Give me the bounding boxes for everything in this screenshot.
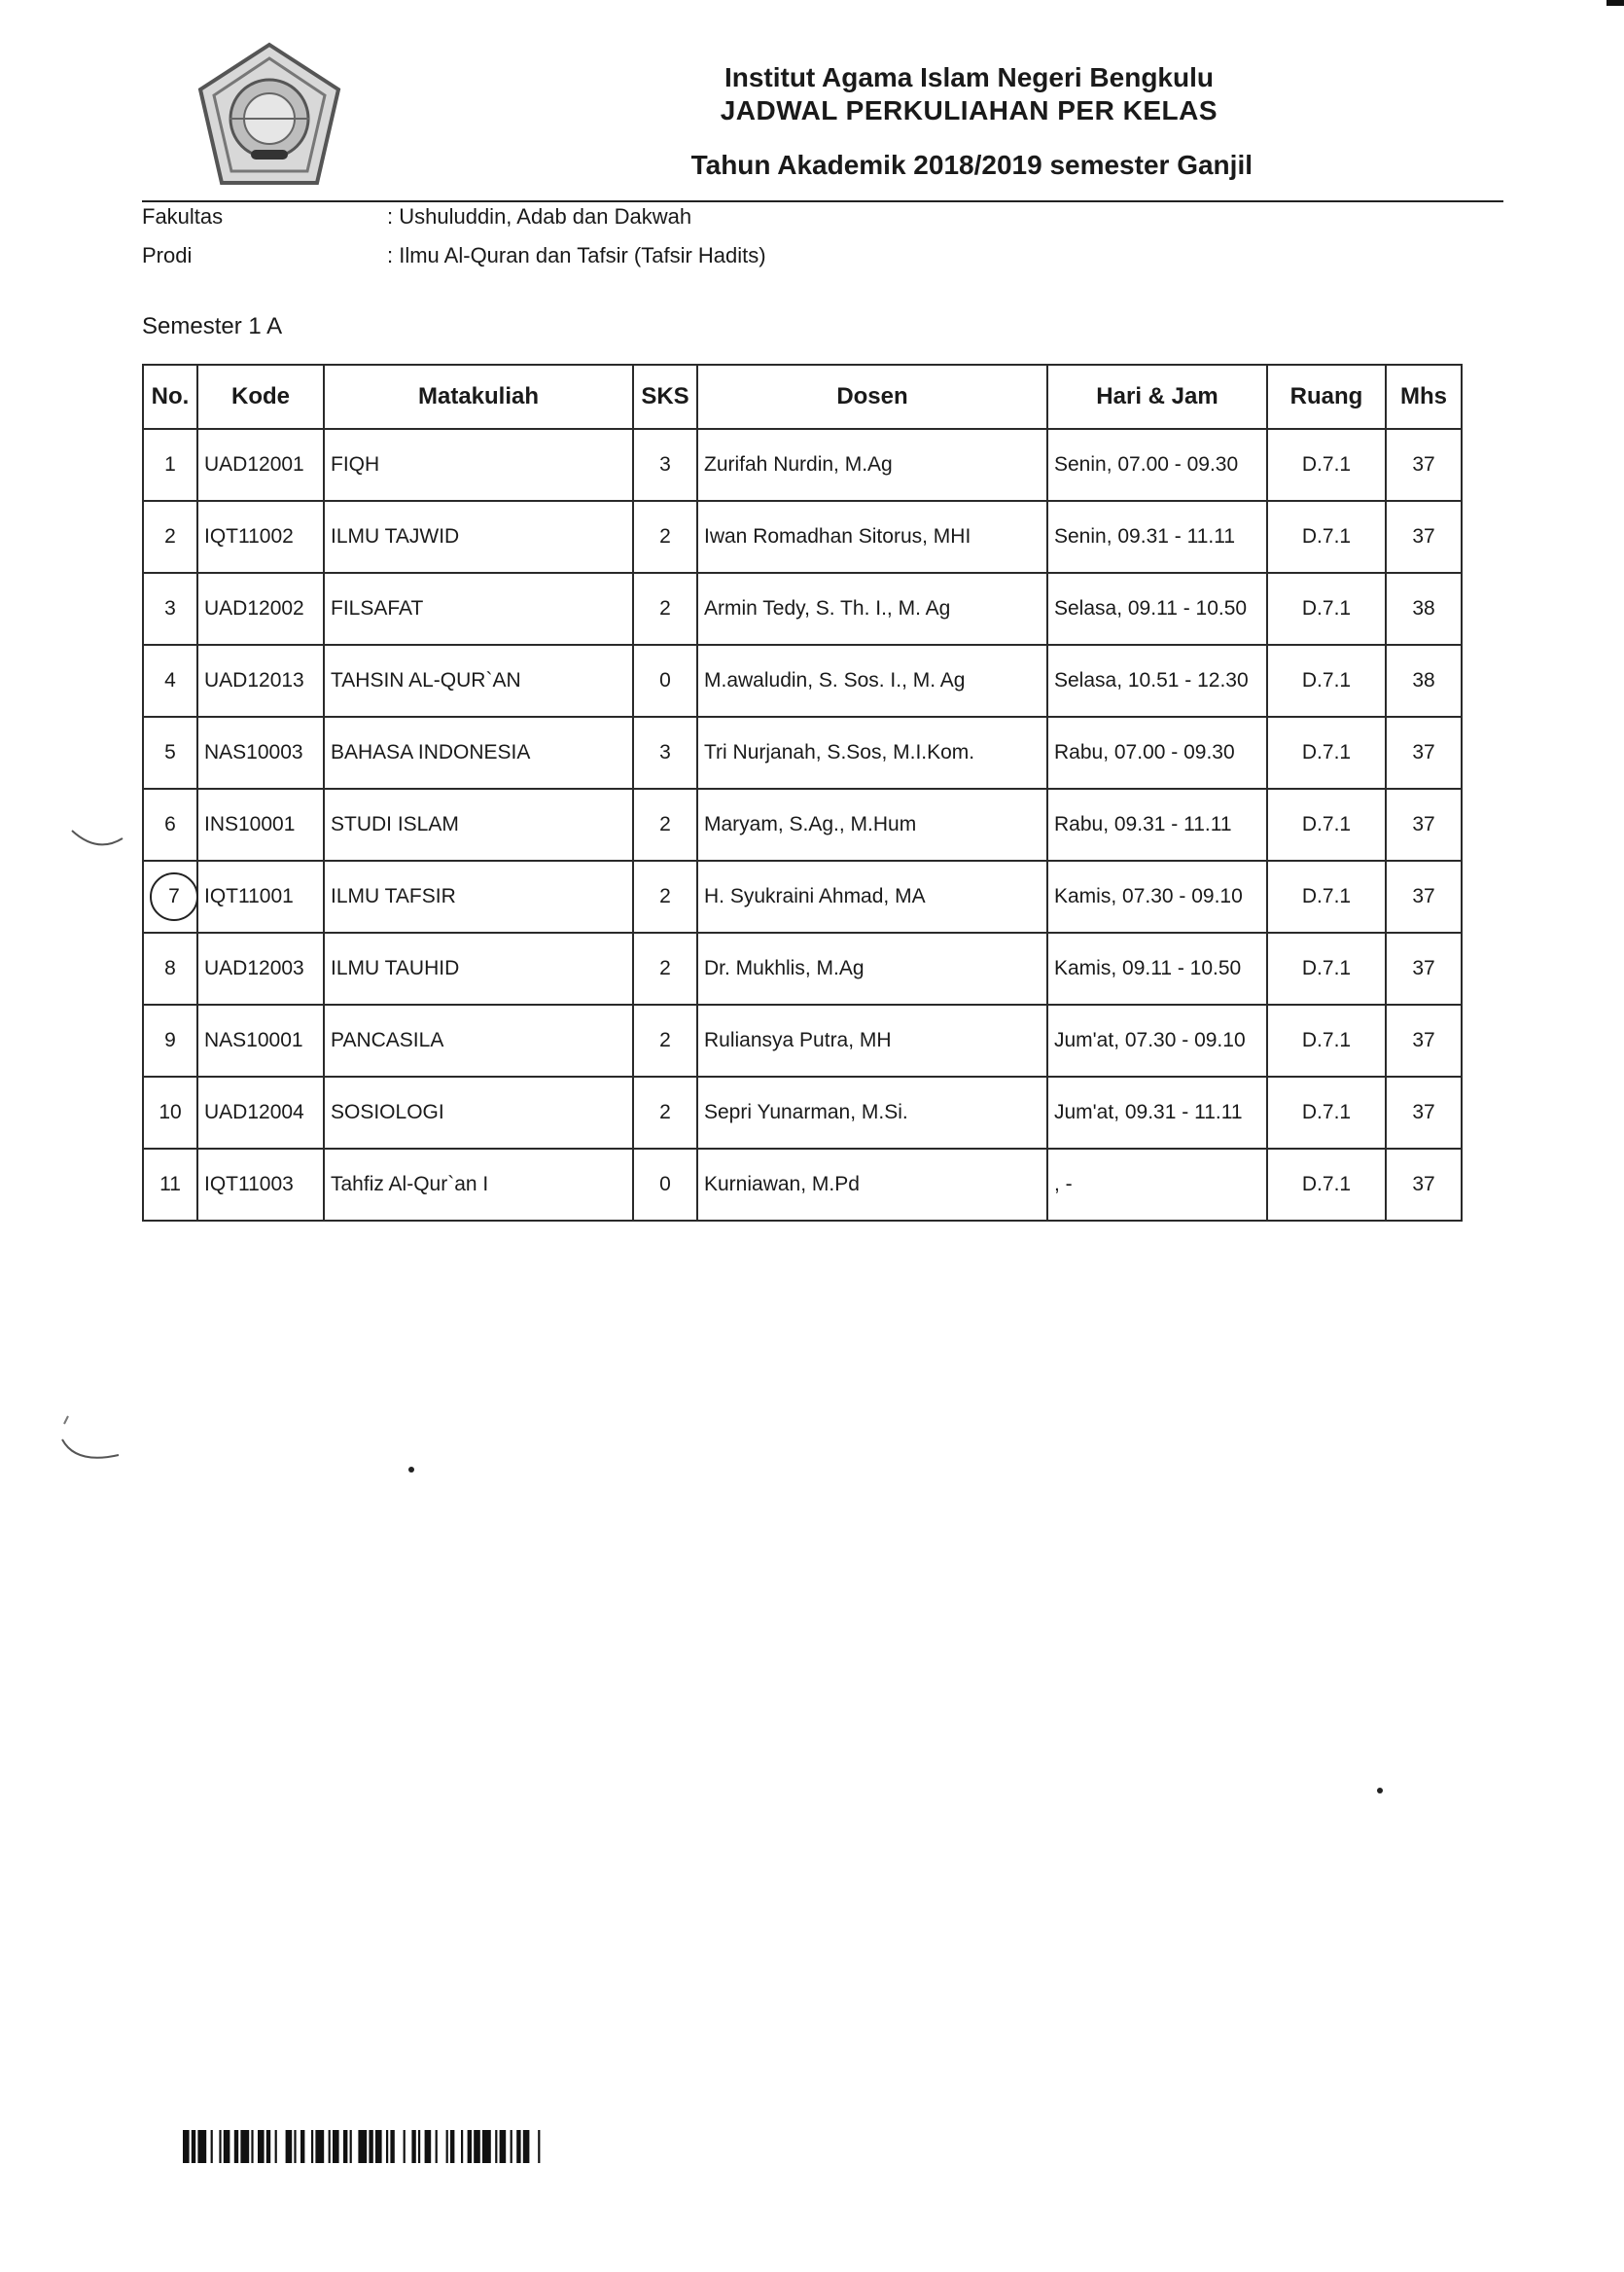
table-row [143, 789, 1462, 861]
cell-ruang: D.7.1 [1267, 933, 1386, 1005]
cell-dosen: Armin Tedy, S. Th. I., M. Ag [697, 573, 1047, 645]
cell-kode: NAS10003 [197, 717, 324, 789]
cell-sks: 0 [633, 645, 697, 717]
cell-mhs: 37 [1386, 717, 1462, 789]
cell-mhs: 37 [1386, 1005, 1462, 1077]
cell-hari-jam: , - [1047, 1149, 1267, 1221]
cell-matakuliah: TAHSIN AL-QUR`AN [324, 645, 633, 717]
cell-dosen: Iwan Romadhan Sitorus, MHI [697, 501, 1047, 573]
cell-hari-jam: Selasa, 10.51 - 12.30 [1047, 645, 1267, 717]
schedule-table [142, 364, 1463, 1222]
cell-no [143, 861, 197, 933]
academic-year: Tahun Akademik 2018/2019 semester Ganjil [690, 150, 1253, 180]
program-label: Prodi [142, 243, 193, 267]
cell-ruang: D.7.1 [1267, 1077, 1386, 1149]
circled-number: 7 [150, 872, 198, 921]
cell-dosen: Ruliansya Putra, MH [697, 1005, 1047, 1077]
table-row [143, 1005, 1462, 1077]
cell-hari-jam: Rabu, 09.31 - 11.11 [1047, 789, 1267, 861]
cell-mhs: 37 [1386, 1077, 1462, 1149]
cell-kode: IQT11002 [197, 501, 324, 573]
cell-hari-jam: Rabu, 07.00 - 09.30 [1047, 717, 1267, 789]
cell-sks: 2 [633, 861, 697, 933]
scan-edge-mark [1606, 0, 1624, 6]
cell-ruang: D.7.1 [1267, 645, 1386, 717]
table-row [143, 1149, 1462, 1221]
cell-matakuliah: ILMU TAJWID [324, 501, 633, 573]
institution-seal-icon [191, 41, 348, 196]
program-value: : Ilmu Al-Quran dan Tafsir (Tafsir Hadits) [387, 243, 766, 267]
cell-no: 2 [143, 501, 197, 573]
cell-mhs: 38 [1386, 573, 1462, 645]
faculty-value: : Ushuluddin, Adab dan Dakwah [387, 204, 692, 229]
cell-matakuliah: ILMU TAUHID [324, 933, 633, 1005]
table-header-row [143, 365, 1462, 429]
cell-matakuliah: STUDI ISLAM [324, 789, 633, 861]
cell-sks: 3 [633, 429, 697, 501]
cell-kode: UAD12002 [197, 573, 324, 645]
cell-matakuliah: FIQH [324, 429, 633, 501]
header-matakuliah: Matakuliah [324, 365, 633, 429]
cell-hari-jam: Jum'at, 07.30 - 09.10 [1047, 1005, 1267, 1077]
table-row [143, 429, 1462, 501]
cell-matakuliah: BAHASA INDONESIA [324, 717, 633, 789]
cell-mhs: 37 [1386, 501, 1462, 573]
cell-kode: IQT11001 [197, 861, 324, 933]
cell-no: 9 [143, 1005, 197, 1077]
table-row [143, 861, 1462, 933]
cell-hari-jam: Kamis, 09.11 - 10.50 [1047, 933, 1267, 1005]
cell-no: 1 [143, 429, 197, 501]
cell-matakuliah: FILSAFAT [324, 573, 633, 645]
header-kode: Kode [197, 365, 324, 429]
table-row [143, 717, 1462, 789]
cell-mhs: 38 [1386, 645, 1462, 717]
cell-no: 10 [143, 1077, 197, 1149]
cell-mhs: 37 [1386, 933, 1462, 1005]
cell-dosen: H. Syukraini Ahmad, MA [697, 861, 1047, 933]
cell-sks: 3 [633, 717, 697, 789]
cell-sks: 2 [633, 501, 697, 573]
table-row [143, 501, 1462, 573]
table-row [143, 645, 1462, 717]
cell-dosen: Dr. Mukhlis, M.Ag [697, 933, 1047, 1005]
semester-label: Semester 1 A [142, 313, 283, 339]
cell-sks: 2 [633, 789, 697, 861]
cell-no: 8 [143, 933, 197, 1005]
cell-mhs: 37 [1386, 789, 1462, 861]
program-line [142, 243, 766, 268]
cell-matakuliah: PANCASILA [324, 1005, 633, 1077]
header-mhs: Mhs [1386, 365, 1462, 429]
cell-no: 11 [143, 1149, 197, 1221]
cell-hari-jam: Jum'at, 09.31 - 11.11 [1047, 1077, 1267, 1149]
cell-matakuliah: ILMU TAFSIR [324, 861, 633, 933]
cell-ruang: D.7.1 [1267, 789, 1386, 861]
cell-sks: 0 [633, 1149, 697, 1221]
cell-hari-jam: Senin, 09.31 - 11.11 [1047, 501, 1267, 573]
cell-mhs: 37 [1386, 1149, 1462, 1221]
cell-kode: UAD12001 [197, 429, 324, 501]
cell-dosen: M.awaludin, S. Sos. I., M. Ag [697, 645, 1047, 717]
cell-dosen: Kurniawan, M.Pd [697, 1149, 1047, 1221]
cell-no: 5 [143, 717, 197, 789]
cell-ruang: D.7.1 [1267, 429, 1386, 501]
institution-name: Institut Agama Islam Negeri Bengkulu [724, 62, 1214, 92]
cell-kode: UAD12013 [197, 645, 324, 717]
cell-kode: INS10001 [197, 789, 324, 861]
cell-matakuliah: SOSIOLOGI [324, 1077, 633, 1149]
cell-kode: IQT11003 [197, 1149, 324, 1221]
document-title: JADWAL PERKULIAHAN PER KELAS [720, 95, 1218, 125]
header-no: No. [143, 365, 197, 429]
table-row [143, 1077, 1462, 1149]
cell-dosen: Sepri Yunarman, M.Si. [697, 1077, 1047, 1149]
document-header [545, 62, 1303, 181]
cell-sks: 2 [633, 1005, 697, 1077]
cell-sks: 2 [633, 1077, 697, 1149]
header-ruang: Ruang [1267, 365, 1386, 429]
table-row [143, 933, 1462, 1005]
cell-dosen: Zurifah Nurdin, M.Ag [697, 429, 1047, 501]
scan-dot [1377, 1788, 1383, 1793]
cell-ruang: D.7.1 [1267, 1149, 1386, 1221]
header-rule [142, 200, 1503, 202]
cell-hari-jam: Selasa, 09.11 - 10.50 [1047, 573, 1267, 645]
faculty-label: Fakultas [142, 204, 224, 229]
cell-ruang: D.7.1 [1267, 501, 1386, 573]
cell-hari-jam: Kamis, 07.30 - 09.10 [1047, 861, 1267, 933]
cell-ruang: D.7.1 [1267, 861, 1386, 933]
cell-ruang: D.7.1 [1267, 717, 1386, 789]
cell-kode: UAD12004 [197, 1077, 324, 1149]
cell-mhs: 37 [1386, 861, 1462, 933]
cell-dosen: Maryam, S.Ag., M.Hum [697, 789, 1047, 861]
header-hari-jam: Hari & Jam [1047, 365, 1267, 429]
faculty-line [142, 204, 691, 230]
cell-kode: NAS10001 [197, 1005, 324, 1077]
cell-sks: 2 [633, 933, 697, 1005]
table-row [143, 573, 1462, 645]
cell-mhs: 37 [1386, 429, 1462, 501]
cell-matakuliah: Tahfiz Al-Qur`an I [324, 1149, 633, 1221]
cell-ruang: D.7.1 [1267, 1005, 1386, 1077]
scan-dot [408, 1467, 414, 1473]
scan-mark [56, 1410, 124, 1469]
cell-no: 4 [143, 645, 197, 717]
header-sks: SKS [633, 365, 697, 429]
cell-dosen: Tri Nurjanah, S.Sos, M.I.Kom. [697, 717, 1047, 789]
scan-mark [68, 825, 126, 854]
cell-sks: 2 [633, 573, 697, 645]
header-dosen: Dosen [697, 365, 1047, 429]
cell-ruang: D.7.1 [1267, 573, 1386, 645]
barcode-icon [183, 2130, 854, 2163]
cell-kode: UAD12003 [197, 933, 324, 1005]
cell-hari-jam: Senin, 07.00 - 09.30 [1047, 429, 1267, 501]
cell-no: 6 [143, 789, 197, 861]
cell-no: 3 [143, 573, 197, 645]
